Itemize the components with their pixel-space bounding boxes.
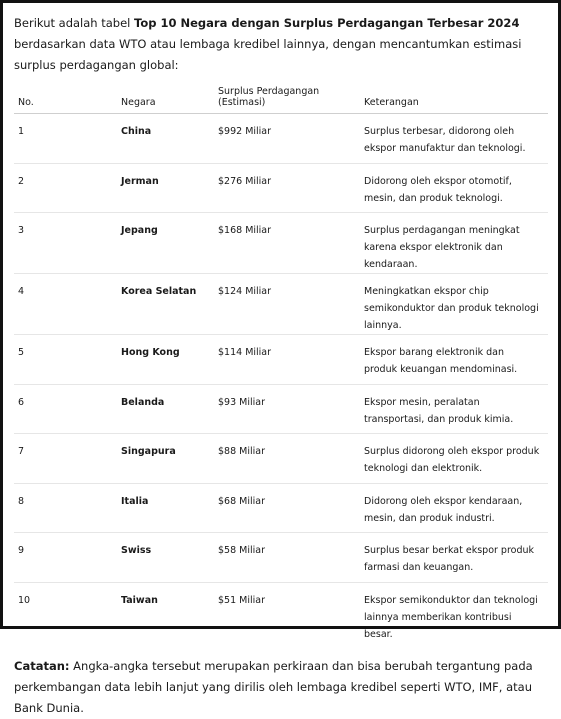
cell-no: 2 [14, 163, 117, 213]
footer-label: Catatan: [14, 658, 70, 673]
cell-no: 6 [14, 384, 117, 434]
table-row [14, 384, 548, 434]
cell-surplus: $124 Miliar [214, 274, 360, 335]
intro-suffix: berdasarkan data WTO atau lembaga kredibel lainnya, dengan mencantumkan estimasi surplus perdagangan global: [14, 37, 522, 72]
cell-no: 1 [14, 114, 117, 164]
cell-country: Belanda [117, 384, 214, 434]
cell-country: Jepang [117, 213, 214, 274]
table-row [14, 114, 548, 164]
header-surplus-line1: Surplus Perdagangan [218, 86, 320, 97]
cell-note: Surplus besar berkat ekspor produk farmasi dan keuangan. [360, 533, 548, 583]
cell-surplus: $992 Miliar [214, 114, 360, 164]
cell-country: Taiwan [121, 594, 158, 606]
cell-no: 5 [14, 335, 117, 385]
cell-note: Ekspor barang elektronik dan produk keuangan mendominasi. [360, 335, 548, 385]
cell-country: China [117, 114, 214, 164]
cell-country: Singapura [117, 434, 214, 484]
cell-no: 8 [14, 483, 117, 533]
table-row [14, 274, 548, 335]
table-row [14, 582, 548, 643]
cell-country: Jerman [117, 163, 214, 213]
table-row [14, 335, 548, 385]
cell-country: Italia [117, 483, 214, 533]
table-row [14, 483, 548, 533]
table-row [14, 434, 548, 484]
cell-no: 3 [14, 213, 117, 274]
cell-surplus: $58 Miliar [214, 533, 360, 583]
cell-no: 10 [18, 594, 31, 606]
cell-no: 7 [14, 434, 117, 484]
trade-surplus-table [14, 86, 548, 643]
header-country: Negara [117, 86, 214, 114]
cell-country: Swiss [117, 533, 214, 583]
cell-country: Korea Selatan [117, 274, 214, 335]
intro-paragraph [14, 13, 542, 76]
header-surplus [214, 86, 360, 114]
table-row [14, 163, 548, 213]
cell-note: Ekspor mesin, peralatan transportasi, dan produk kimia. [360, 384, 548, 434]
cell-surplus: $93 Miliar [214, 384, 360, 434]
header-note: Keterangan [360, 86, 548, 114]
table-row [14, 533, 548, 583]
response-content [14, 13, 542, 719]
cell-note: Surplus perdagangan meningkat karena ekspor elektronik dan kendaraan. [360, 213, 548, 274]
footer-note [14, 656, 542, 719]
cell-surplus: $276 Miliar [214, 163, 360, 213]
cell-surplus: $51 Miliar [218, 594, 265, 606]
cell-no: 4 [14, 274, 117, 335]
cell-country: Hong Kong [117, 335, 214, 385]
cell-note: Didorong oleh ekspor kendaraan, mesin, dan produk industri. [360, 483, 548, 533]
cell-surplus: $168 Miliar [214, 213, 360, 274]
cell-note: Surplus didorong oleh ekspor produk teknologi dan elektronik. [360, 434, 548, 484]
cell-surplus: $68 Miliar [214, 483, 360, 533]
cell-note: Didorong oleh ekspor otomotif, mesin, dan produk teknologi. [360, 163, 548, 213]
cell-surplus: $114 Miliar [214, 335, 360, 385]
cell-note: Ekspor semikonduktor dan teknologi lainnya memberikan kontribusi besar. [364, 594, 538, 640]
cell-note: Surplus terbesar, didorong oleh ekspor manufaktur dan teknologi. [360, 114, 548, 164]
cell-note: Meningkatkan ekspor chip semikonduktor dan produk teknologi lainnya. [360, 274, 548, 335]
table-row [14, 213, 548, 274]
header-surplus-line2: (Estimasi) [218, 97, 266, 108]
header-no: No. [14, 86, 117, 114]
cell-surplus: $88 Miliar [214, 434, 360, 484]
intro-prefix: Berikut adalah tabel [14, 16, 135, 30]
intro-bold-title: Top 10 Negara dengan Surplus Perdagangan Terbesar 2024 [134, 16, 520, 30]
table-header-row [14, 86, 548, 114]
cell-no: 9 [14, 533, 117, 583]
footer-text: Angka-angka tersebut merupakan perkiraan dan bisa berubah tergantung pada perkembangan data lebih lanjut yang dirilis oleh lembaga kredibel seperti WTO, IMF, atau Bank Dunia. [14, 658, 533, 715]
